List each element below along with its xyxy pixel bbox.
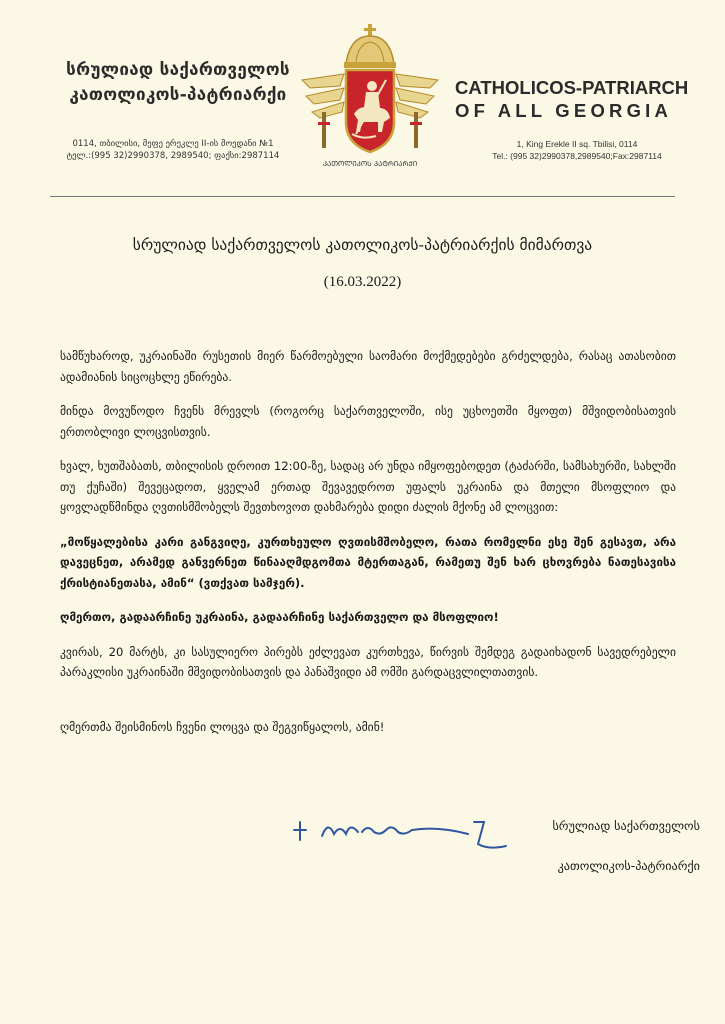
georgian-address-line1: 0114, თბილისი, მეფე ერეკლე II-ის მოედანი №1 (72, 139, 274, 149)
letter-body (60, 346, 676, 751)
letterhead-georgian-title (58, 58, 298, 108)
signature-title (500, 806, 700, 886)
georgian-address-line2: ტელ.:(995 32)2990378, 2989540; ფაქსი:2987114 (66, 151, 280, 161)
english-address-line2: Tel.: (995 32)2990378,2989540;Fax:2987114 (492, 151, 662, 161)
letterhead-english-title-line1: CATHOLICOS-PATRIARCH (455, 77, 689, 98)
prayer-text: „მოწყალებისა კარი განგვიღე, კურთხეულო ღვთისმშობელო, რათა რომელნი ესე შენ გესავთ, არა დავეცნეთ, არამედ განვერნეთ წინააღმდგომთა მტერთაგან, რამეთუ შენ ხარ ცხოვრება ნათესავისა ქრისტიანეთასა, ამინ“ (ვთქვათ სამჯერ). (60, 534, 676, 590)
handwritten-signature (288, 806, 518, 856)
letterhead-georgian-title-line2: კათოლიკოს-პატრიარქი (69, 85, 287, 105)
english-address-line1: 1, King Erekle II sq. Tbilisi, 0114 (516, 139, 638, 149)
letterhead-georgian-address (48, 138, 298, 162)
letterhead-divider (50, 196, 675, 197)
paragraph-appeal: ღმერთო, გადაარჩინე უკრაინა, გადაარჩინე საქართველო და მსოფლიო! (60, 610, 499, 624)
signature-line2: კათოლიკოს-პატრიარქი (557, 859, 700, 873)
signature-line1: სრულიად საქართველოს (552, 819, 700, 833)
letterhead-english-title-line2: OF ALL GEORGIA (455, 100, 673, 121)
patriarchate-emblem-icon (300, 22, 440, 172)
paragraph-2: მინდა მოვუწოდო ჩვენს მრევლს (როგორც საქართველოში, ისე უცხოეთში მყოფთ) მშვიდობისათვის ერთობლივი ლოცვისთვის. (60, 404, 676, 439)
paragraph-1: სამწუხაროდ, უკრაინაში რუსეთის მიერ წარმოებული საომარი მოქმედებები გრძელდება, რასაც ათასობით ადამიანის სიცოცხლე ეწირება. (60, 349, 676, 384)
paragraph-3: ხვალ, ხუთშაბათს, თბილისის დროით 12:00-ზე, სადაც არ უნდა იმყოფებოდეთ (ტაძარში, სამსახურში, სახლში თუ ქუჩაში) შევეცადოთ, ყველამ ერთად შევავედროთ უფალს უკრაინა და მთელი მსოფლიო და ყოვლადწმინდა ღვთისმშობელს შევთხოვოთ დახმარება დიდი ძალის მქონე ამ ლოცვით: (60, 459, 676, 514)
document-date: (16.03.2022) (323, 274, 402, 290)
emblem-caption: ᲙᲐᲗᲝᲚᲘᲙᲝᲡ ᲞᲐᲢᲠᲘᲐᲠᲥᲘ (322, 160, 418, 168)
letterhead-english-address (462, 138, 692, 162)
paragraph-sunday: კვირას, 20 მარტს, კი სასულიერო პირებს ეძლევათ კურთხევა, წირვის შემდეგ გადაიხადონ სავედრებელი პარაკლისი უკრაინაში მშვიდობისათვის და პანაშვიდი ამ ომში გარდაცვლილთათვის. (60, 644, 676, 679)
letterhead-english-title (455, 76, 715, 122)
document-title: სრულიად საქართველოს კათოლიკოს-პატრიარქის მიმართვა (132, 236, 593, 254)
letterhead-georgian-title-line1: სრულიად საქართველოს (66, 60, 290, 80)
paragraph-closing: ღმერთმა შეისმინოს ჩვენი ლოცვა და შეგვიწყალოს, ამინ! (60, 719, 385, 734)
